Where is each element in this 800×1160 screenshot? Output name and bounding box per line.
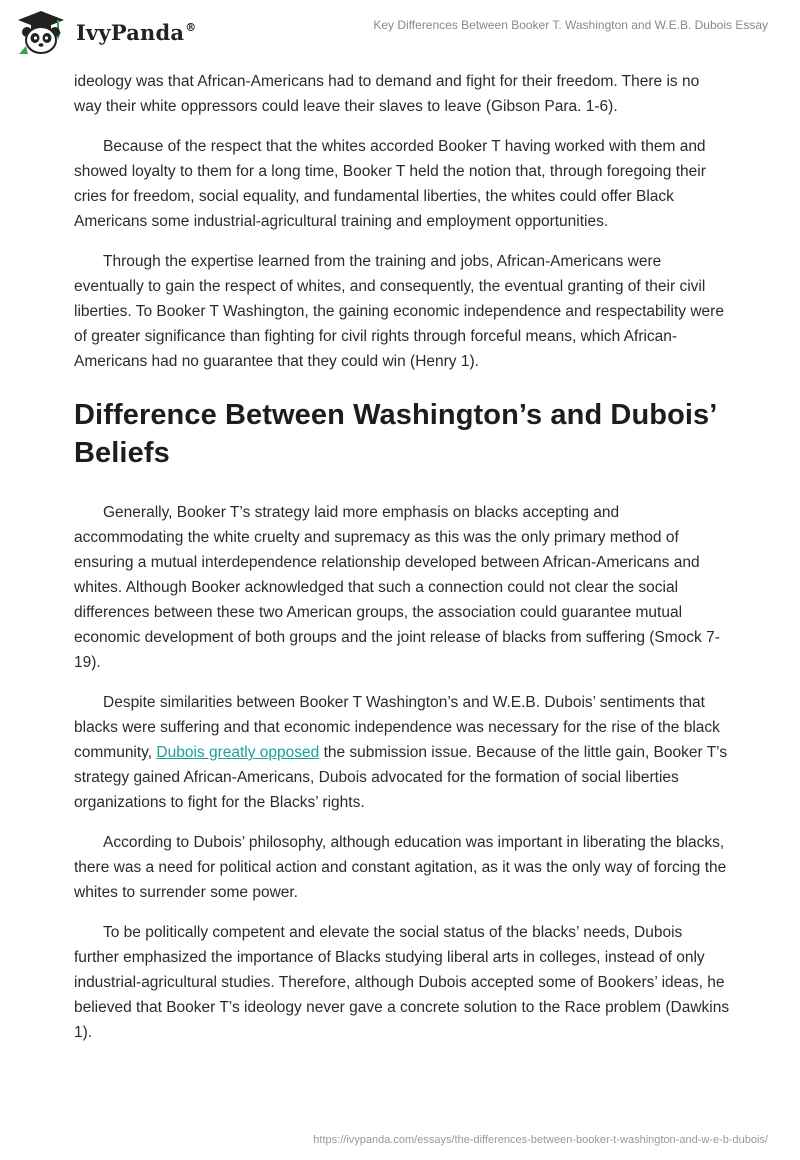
panda-graduate-icon: [14, 10, 68, 54]
dubois-opposed-link[interactable]: Dubois greatly opposed: [156, 744, 320, 761]
paragraph-4: Generally, Booker T’s strategy laid more emphasis on blacks accepting and accommodating the white cruelty and supremacy as this was the only primary method of ensuring a mutual interdependence relationship developed between African-Americans and whites. Although Booker acknowledged that such a connection could not clear the social differences between these two American groups, the association could guarantee mutual economic development of both groups and the joint release of blacks from suffering (Smock 7-19).: [74, 504, 720, 671]
paragraph-1: ideology was that African-Americans had to demand and fight for their freedom. There is no way their white oppressors could leave their slaves to leave (Gibson Para. 1-6).: [74, 73, 700, 115]
essay-body: [74, 69, 730, 1060]
paragraph-5-text-before: Despite similarities between Booker T Washington’s and W.E.B. Dubois’ sentiments that blacks were suffering and that economic independence was necessary for the rise of the black community,: [74, 694, 720, 761]
paragraph-7: To be politically competent and elevate the social status of the blacks’ needs, Dubois further emphasized the importance of Blacks studying liberal arts in colleges, instead of only industrial-agricultural studies. Therefore, although Dubois accepted some of Bookers’ ideas, he believed that Booker T’s ideology never gave a concrete solution to the Race problem (Dawkins 1).: [74, 924, 730, 1041]
brand-name: IvyPanda®: [76, 19, 197, 45]
document-title: Key Differences Between Booker T. Washington and W.E.B. Dubois Essay: [373, 18, 768, 32]
paragraph-6: According to Dubois’ philosophy, although education was important in liberating the blacks, there was a need for political action and constant agitation, as it was the only way of forcing the whites to surrender some power.: [74, 834, 727, 901]
paragraph-3: Through the expertise learned from the training and jobs, African-Americans were eventually to gain the respect of whites, and consequently, the eventual granting of their civil liberties. To Booker T Washington, the gaining economic independence and respectability were of greater significance than fighting for civil rights through forceful means, which African-Americans had no guarantee that they could win (Henry 1).: [74, 253, 724, 370]
paragraph-5-text-after: the submission issue. Because of the little gain, Booker T’s strategy gained African-Americans, Dubois advocated for the formation of social liberties organizations to fight for the Blacks’ rights.: [74, 744, 728, 811]
paragraph-5: [74, 690, 730, 815]
source-url: https://ivypanda.com/essays/the-differences-between-booker-t-washington-and-w-e-b-dubois/: [313, 1134, 768, 1146]
section-heading: Difference Between Washington’s and Dubois’ Beliefs: [74, 399, 716, 469]
paragraph-2: Because of the respect that the whites accorded Booker T having worked with them and showed loyalty to them for a long time, Booker T held the notion that, through foregoing their cries for freedom, social equality, and fundamental liberties, the whites could offer Black Americans some industrial-agricultural training and employment opportunities.: [74, 138, 706, 230]
registered-mark: ®: [185, 20, 197, 34]
brand-logo[interactable]: [14, 10, 196, 54]
